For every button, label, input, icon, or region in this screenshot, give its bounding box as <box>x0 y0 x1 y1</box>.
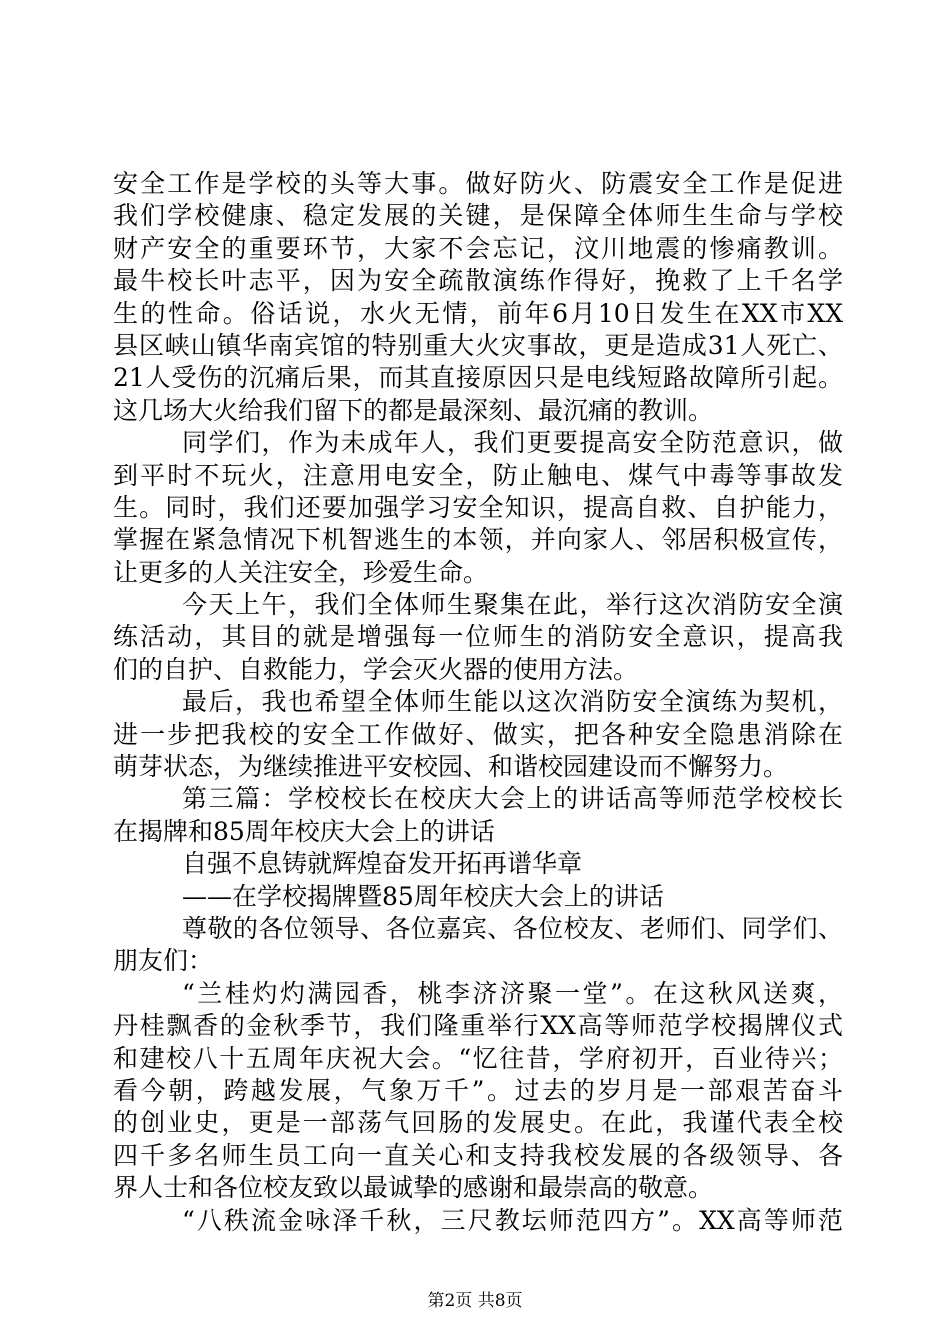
text-line: 最牛校长叶志平，因为安全疏散演练作得好，挽救了上千名学 <box>113 266 843 296</box>
text-line: 练活动，其目的就是增强每一位师生的消防安全意识，提高我 <box>113 622 843 652</box>
speech-title: 自强不息铸就辉煌奋发开拓再谱华章 <box>182 849 583 879</box>
text-line: 我们学校健康、稳定发展的关键，是保障全体师生生命与学校 <box>113 201 843 231</box>
text-line: 界人士和各位校友致以最诚挚的感谢和最崇高的敬意。 <box>113 1173 714 1203</box>
paragraph-start-line: 同学们，作为未成年人，我们更要提高安全防范意识，做 <box>182 428 843 458</box>
section-heading-line: 在揭牌和85周年校庆大会上的讲话 <box>113 816 495 846</box>
paragraph-start-line: “八秩流金咏泽千秋，三尺教坛师范四方”。XX高等师范 <box>182 1205 843 1235</box>
text-line: 安全工作是学校的头等大事。做好防火、防震安全工作是促进 <box>113 169 843 198</box>
text-line: 萌芽状态，为继续推进平安校园、和谐校园建设而不懈努力。 <box>113 752 789 782</box>
text-line: 丹桂飘香的金秋季节，我们隆重举行XX高等师范学校揭牌仪式 <box>113 1011 843 1041</box>
text-line: 这几场大火给我们留下的都是最深刻、最沉痛的教训。 <box>113 395 714 425</box>
document-body <box>113 168 843 1237</box>
section-heading-line: 第三篇：学校校长在校庆大会上的讲话高等师范学校校长 <box>182 784 843 814</box>
text-line: 21人受伤的沉痛后果，而其直接原因只是电线短路故障所引起。 <box>113 363 843 393</box>
text-line: 财产安全的重要环节，大家不会忘记，汶川地震的惨痛教训。 <box>113 233 843 263</box>
salutation-line: 朋友们： <box>113 946 214 976</box>
paragraph-start-line: 最后，我也希望全体师生能以这次消防安全演练为契机， <box>182 687 843 717</box>
text-line: 进一步把我校的安全工作做好、做实，把各种安全隐患消除在 <box>113 719 843 749</box>
speech-subtitle: ——在学校揭牌暨85周年校庆大会上的讲话 <box>182 881 664 911</box>
text-line: 们的自护、自救能力，学会灭火器的使用方法。 <box>113 654 639 684</box>
paragraph-start-line: “兰桂灼灼满园香，桃李济济聚一堂”。在这秋风送爽， <box>182 978 843 1008</box>
text-line: 和建校八十五周年庆祝大会。“忆往昔，学府初开，百业待兴； <box>113 1043 843 1073</box>
page-number-footer: 第2页 共8页 <box>427 1291 523 1311</box>
text-line: 县区峡山镇华南宾馆的特别重大火灾事故，更是造成31人死亡、 <box>113 330 843 360</box>
text-line: 掌握在紧急情况下机智逃生的本领，并向家人、邻居积极宣传， <box>113 525 843 555</box>
text-line: 生的性命。俗话说，水火无情，前年6月10日发生在XX市XX <box>113 298 843 328</box>
text-line: 的创业史，更是一部荡气回肠的发展史。在此，我谨代表全校 <box>113 1108 843 1138</box>
text-line: 四千多名师生员工向一直关心和支持我校发展的各级领导、各 <box>113 1140 843 1170</box>
text-line: 到平时不玩火，注意用电安全，防止触电、煤气中毒等事故发 <box>113 460 843 490</box>
salutation-line: 尊敬的各位领导、各位嘉宾、各位校友、老师们、同学们、 <box>182 913 843 943</box>
text-line: 让更多的人关注安全，珍爱生命。 <box>113 557 489 587</box>
text-line: 看今朝，跨越发展，气象万千”。过去的岁月是一部艰苦奋斗 <box>113 1075 843 1105</box>
text-line: 生。同时，我们还要加强学习安全知识，提高自救、自护能力， <box>113 492 843 522</box>
paragraph-start-line: 今天上午，我们全体师生聚集在此，举行这次消防安全演 <box>182 590 843 620</box>
